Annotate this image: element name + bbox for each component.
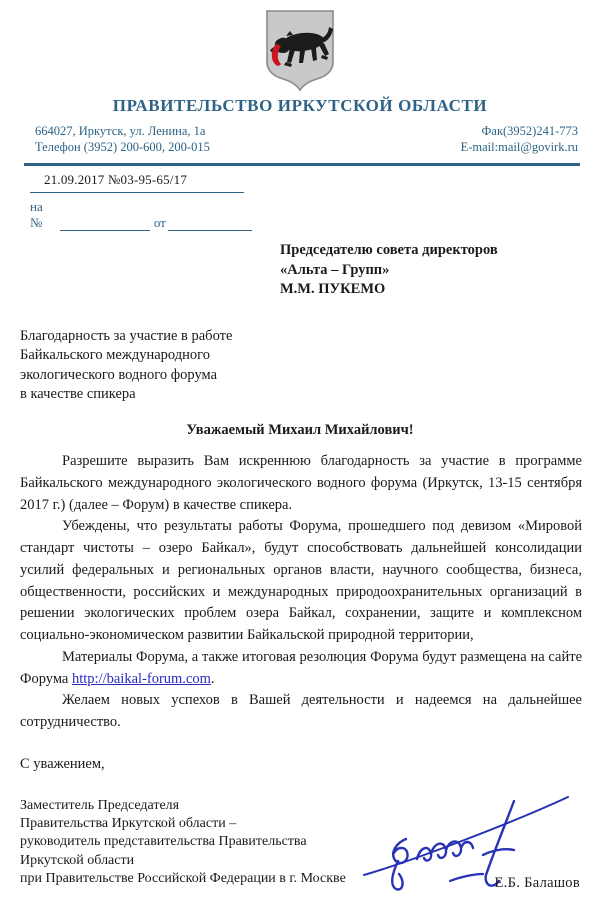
signer-title-3: руководитель представительства Правительства — [20, 834, 307, 850]
na-number-label: на № — [30, 199, 43, 231]
addressee-name: М.М. ПУКЕМО — [280, 280, 386, 297]
subject-line-4: в качестве спикера — [20, 385, 136, 402]
na-number-blank — [60, 216, 150, 231]
paragraph-3-period: . — [210, 670, 215, 687]
letter-body — [20, 451, 582, 734]
closing-phrase: С уважением, — [20, 755, 105, 772]
paragraph-4: Желаем новых успехов в Вашей деятельности и надеемся на дальнейшее сотрудничество. — [20, 692, 582, 731]
baikal-forum-link[interactable]: http://baikal-forum.com — [71, 670, 211, 687]
subject-line-3: экологического водного форума — [20, 366, 218, 383]
outgoing-date-number: 21.09.2017 №03-95-65/17 — [44, 172, 188, 188]
coat-of-arms-icon — [260, 8, 340, 92]
address-line-2: Телефон (3952) 200-600, 200-015 — [35, 139, 210, 154]
addressee-block — [280, 241, 600, 299]
subject-line-1: Благодарность за участие в работе — [20, 328, 233, 345]
signer-title-2: Правительства Иркутской области – — [20, 816, 237, 832]
signer-name: Е.Б. Балашов — [494, 874, 580, 891]
paragraph-2: Убеждены, что результаты работы Форума, прошедшего под девизом «Мировой стандарт чистоты – озеро Байкал», будут способствовать дальнейшей консолидации усилий федеральных и региональных органов власти, научного сообщества, бизнеса, общественности, российских и международных природоохранительных организаций в решении экологических проблем озера Байкал, сохранении, защите и комплексном социально-экономическом развитии Байкальской природной территории, — [20, 518, 582, 644]
signer-title-5: при Правительстве Российской Федерации в г. Москве — [20, 870, 346, 886]
fax-email — [461, 124, 578, 155]
signer-title-1: Заместитель Председателя — [20, 797, 180, 813]
letterhead-header — [0, 0, 600, 92]
address-line-1: 664027, Иркутск, ул. Ленина, 1а — [35, 124, 206, 138]
addressee-position: Председателю совета директоров — [280, 242, 498, 259]
signature-row — [0, 797, 600, 917]
paragraph-3 — [20, 647, 582, 691]
subject-line-2: Байкальского международного — [20, 347, 210, 364]
paragraph-3-text: Материалы Форума, а также итоговая резолюция Форума будут размещена на сайте Форума — [20, 648, 582, 687]
paragraph-1: Разрешите выразить Вам искреннюю благодарность за участие в программе Байкальского международного экологического водного форума (Иркутск, 13-15 сентября 2017 г.) (далее – Форум) в качестве спикера. — [20, 453, 582, 513]
incoming-reference-line — [30, 199, 252, 231]
date-underline — [30, 192, 244, 193]
header-divider — [24, 163, 580, 166]
addressee-company: «Альта – Групп» — [280, 261, 390, 278]
email-line: E-mail:mail@govirk.ru — [460, 139, 578, 154]
signer-position-block — [20, 797, 390, 888]
ot-date-blank — [168, 216, 252, 231]
letterhead-contacts — [35, 124, 578, 155]
reference-block — [30, 172, 252, 231]
organization-title: ПРАВИТЕЛЬСТВО ИРКУТСКОЙ ОБЛАСТИ — [112, 96, 488, 115]
signer-title-4: Иркутской области — [20, 852, 135, 868]
fax-line: Фак(3952)241-773 — [481, 124, 578, 138]
ot-date-label: от — [153, 215, 166, 231]
postal-address — [35, 124, 210, 155]
subject-block — [20, 327, 300, 404]
salutation: Уважаемый Михаил Михайлович! — [186, 422, 414, 439]
